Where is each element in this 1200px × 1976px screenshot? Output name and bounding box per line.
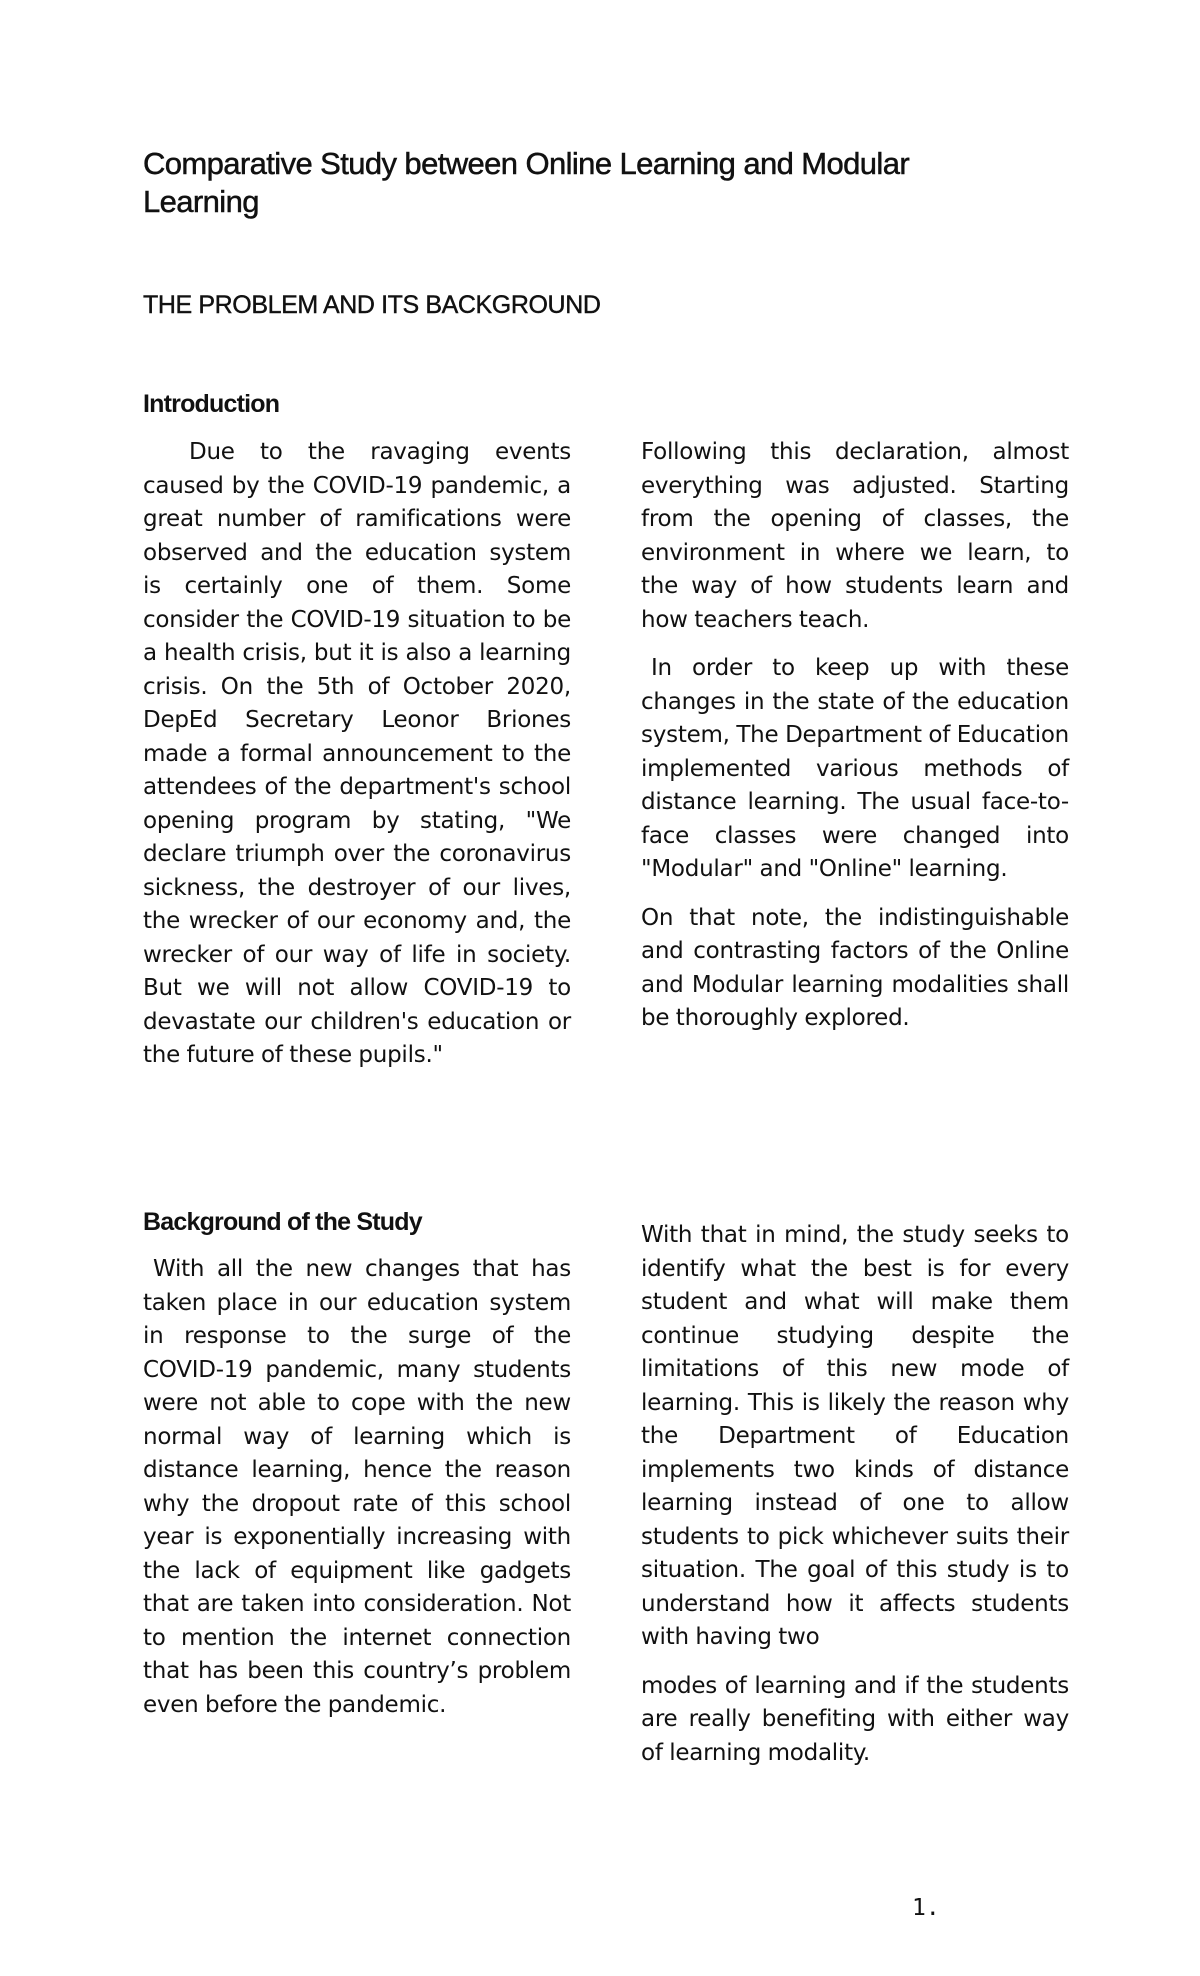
background-left-column: [143, 1253, 571, 1722]
background-paragraph-3: modes of learning and if the students are really benefiting with either way of learning modality.: [641, 1672, 1069, 1766]
background-paragraph-2: With that in mind, the study seeks to identify what the best is for every student and what will make them continue studying despite the limitations of this new mode of learning. This is likely the reason why the Department of Education implements two kinds of distance learning instead of one to allow students to pick whichever suits their situation. The goal of this study is to understand how it affects students with having two: [641, 1222, 1069, 1650]
introduction-paragraph-2: Following this declaration, almost everything was adjusted. Starting from the opening of classes, the environment in where we learn, to the way of how students learn and how teachers teach.: [641, 439, 1069, 633]
introduction-paragraph-1: Due to the ravaging events caused by the COVID-19 pandemic, a great number of ramifications were observed and the education system is certainly one of them. Some consider the COVID-19 situation to be a health crisis, but it is also a learning crisis. On the 5th of October 2020, DepEd Secretary Leonor Briones made a formal announcement to the attendees of the department's school opening program by stating, "We declare triumph over the coronavirus sickness, the destroyer of our lives, the wrecker of our economy and, the wrecker of our way of life in society. But we will not allow COVID-19 to devastate our children's education or the future of these pupils.": [143, 439, 571, 1068]
introduction-paragraph-4: On that note, the indistinguishable and contrasting factors of the Online and Modular learning modalities shall be thoroughly explored.: [641, 904, 1069, 1031]
document-title: Comparative Study between Online Learning and Modular Learning: [143, 146, 910, 219]
page-number: 1.: [912, 1895, 940, 1921]
chapter-heading: THE PROBLEM AND ITS BACKGROUND: [143, 291, 601, 319]
introduction-right-column: [641, 436, 1069, 1036]
introduction-paragraph-3: In order to keep up with these changes in the state of the education system, The Department of Education implemented various methods of distance learning. The usual face-to-face classes were changed into "Modular" and "Online" learning.: [641, 655, 1069, 882]
background-heading: Background of the Study: [143, 1208, 422, 1236]
background-right-column: [641, 1219, 1069, 1770]
introduction-heading: Introduction: [143, 390, 280, 418]
background-paragraph-1: With all the new changes that has taken place in our education system in response to the surge of the COVID-19 pandemic, many students were not able to cope with the new normal way of learning which is distance learning, hence the reason why the dropout rate of this school year is exponentially increasing with the lack of equipment like gadgets that are taken into consideration. Not to mention the internet connection that has been this country’s problem even before the pandemic.: [143, 1256, 571, 1718]
introduction-left-column: [143, 436, 571, 1073]
